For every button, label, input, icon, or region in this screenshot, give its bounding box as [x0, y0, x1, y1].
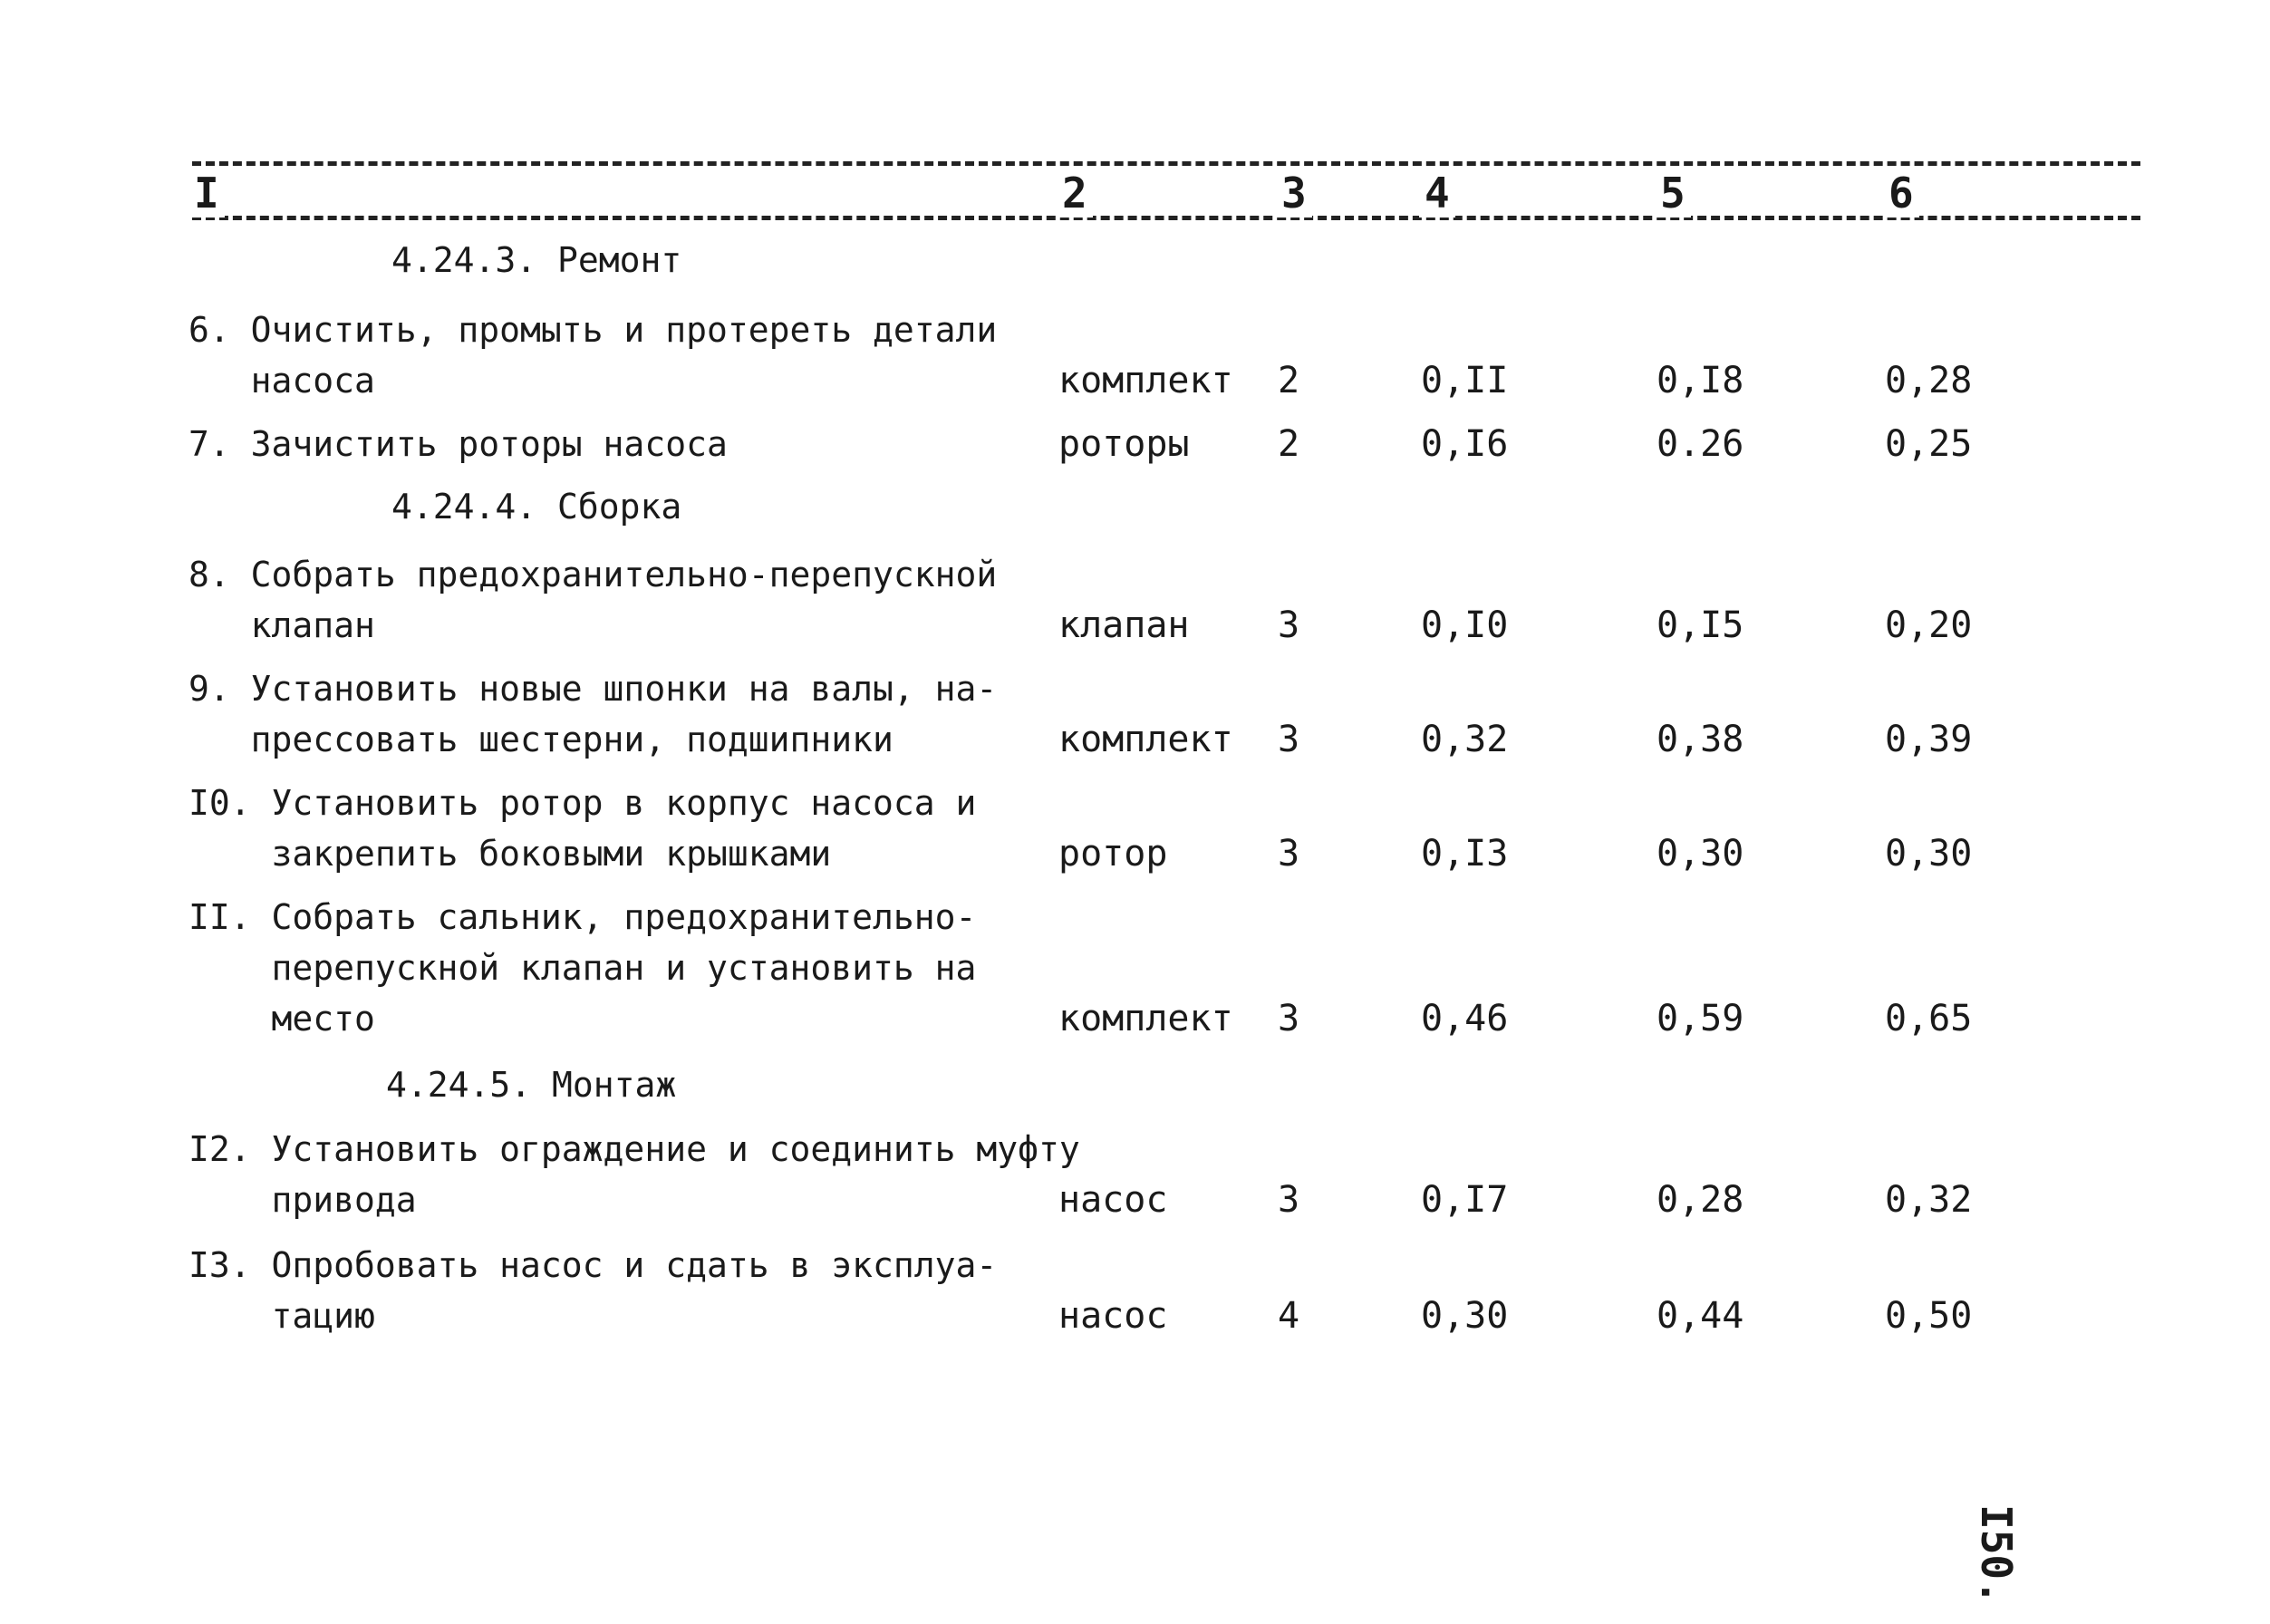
column-header-1: I [188, 169, 225, 218]
row-value-col4: 0,I0 [1421, 604, 1509, 646]
row-grade: 3 [1278, 833, 1300, 875]
row-value-col6: 0,39 [1885, 719, 1973, 760]
row-unit: насос [1058, 1179, 1168, 1221]
row-value-col6: 0,25 [1885, 423, 1973, 465]
row-value-col5: 0,59 [1657, 998, 1744, 1039]
row-unit: роторы [1058, 423, 1190, 465]
row-description: 6. Очистить, промыть и протереть детали насоса [188, 310, 998, 401]
row-grade: 3 [1278, 604, 1300, 646]
row-value-col4: 0,I3 [1421, 833, 1509, 875]
header-top-rule [192, 161, 2140, 166]
row-value-col6: 0,32 [1885, 1179, 1973, 1221]
row-description: I3. Опробовать насос и сдать в эксплуа- тацию [188, 1245, 998, 1336]
row-unit: ротор [1058, 833, 1168, 875]
column-header-2: 2 [1057, 169, 1093, 218]
row-value-col5: 0,30 [1657, 833, 1744, 875]
row-description: 8. Собрать предохранительно-перепускной клапан [188, 555, 998, 645]
row-grade: 2 [1278, 423, 1300, 465]
row-grade: 3 [1278, 998, 1300, 1039]
row-value-col4: 0,32 [1421, 719, 1509, 760]
row-unit: клапан [1058, 604, 1190, 646]
row-value-col5: 0,28 [1657, 1179, 1744, 1221]
row-unit: комплект [1058, 998, 1233, 1039]
section-heading-assembly: 4.24.4. Сборка [391, 487, 682, 527]
column-header-3: 3 [1276, 169, 1312, 218]
row-value-col5: 0,38 [1657, 719, 1744, 760]
row-grade: 4 [1278, 1295, 1300, 1337]
row-value-col4: 0,30 [1421, 1295, 1509, 1337]
row-value-col6: 0,50 [1885, 1295, 1973, 1337]
row-description: I2. Установить ограждение и соединить муфту привода [188, 1129, 1080, 1220]
column-header-5: 5 [1655, 169, 1691, 218]
row-grade: 3 [1278, 719, 1300, 760]
section-heading-installation: 4.24.5. Монтаж [386, 1065, 677, 1105]
page-number: I50. [1972, 1504, 2021, 1605]
column-header-6: 6 [1883, 169, 1919, 218]
row-grade: 2 [1278, 360, 1300, 401]
row-grade: 3 [1278, 1179, 1300, 1221]
row-value-col4: 0,I7 [1421, 1179, 1509, 1221]
row-value-col6: 0,30 [1885, 833, 1973, 875]
row-description: I0. Установить ротор в корпус насоса и закрепить боковыми крышками [188, 783, 977, 874]
row-description: 9. Установить новые шпонки на валы, на- прессовать шестерни, подшипники [188, 669, 998, 759]
row-value-col6: 0,65 [1885, 998, 1973, 1039]
row-description: II. Собрать сальник, предохранительно- перепускной клапан и установить на место [188, 897, 977, 1039]
section-heading-repair: 4.24.3. Ремонт [391, 240, 682, 280]
row-unit: насос [1058, 1295, 1168, 1337]
column-header-4: 4 [1419, 169, 1455, 218]
row-unit: комплект [1058, 360, 1233, 401]
row-value-col4: 0,II [1421, 360, 1509, 401]
row-value-col4: 0,I6 [1421, 423, 1509, 465]
row-value-col4: 0,46 [1421, 998, 1509, 1039]
row-value-col5: 0.26 [1657, 423, 1744, 465]
row-value-col5: 0,I8 [1657, 360, 1744, 401]
row-value-col6: 0,20 [1885, 604, 1973, 646]
row-description: 7. Зачистить роторы насоса [188, 424, 728, 464]
header-bottom-rule [192, 216, 2140, 220]
row-unit: комплект [1058, 719, 1233, 760]
row-value-col6: 0,28 [1885, 360, 1973, 401]
row-value-col5: 0,44 [1657, 1295, 1744, 1337]
row-value-col5: 0,I5 [1657, 604, 1744, 646]
